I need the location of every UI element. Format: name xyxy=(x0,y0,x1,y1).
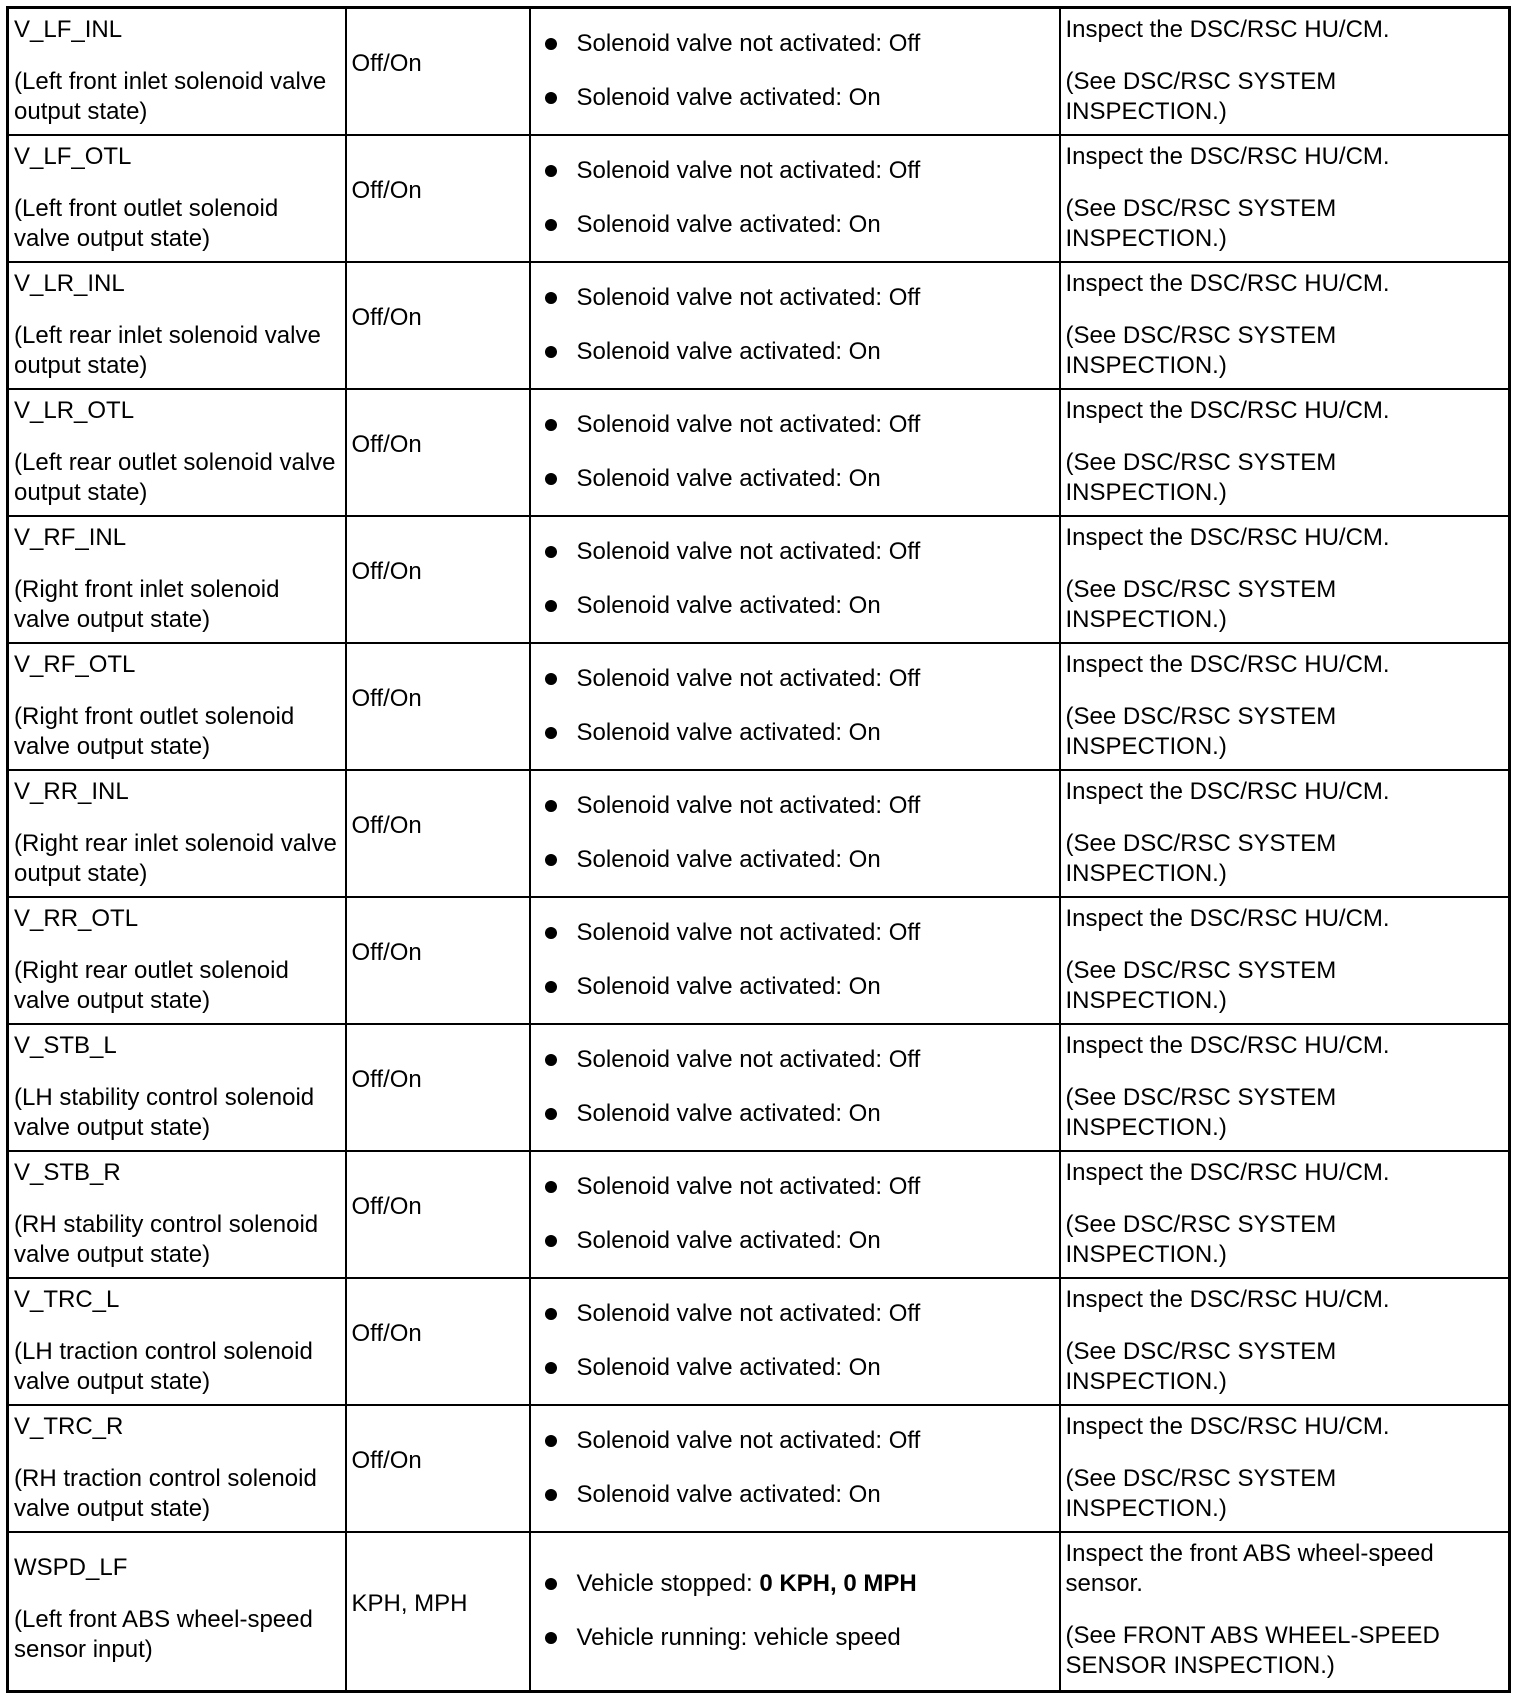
condition-item xyxy=(577,156,1054,186)
pid-description: (LH traction control solenoid valve output state) xyxy=(14,1337,313,1395)
pid-cell xyxy=(8,516,346,643)
action-text: Inspect the DSC/RSC HU/CM. xyxy=(1065,16,1390,43)
pid-description: (Right front outlet solenoid valve output state) xyxy=(14,702,295,760)
bullet-icon xyxy=(545,546,557,558)
condition-item xyxy=(577,664,1054,694)
table-row xyxy=(8,770,1510,897)
action-cell xyxy=(1060,1405,1510,1532)
condition-text: Solenoid valve activated: On xyxy=(576,1481,881,1508)
bullet-icon xyxy=(545,800,557,812)
condition-text: Solenoid valve activated: On xyxy=(576,1227,881,1254)
action-text: Inspect the DSC/RSC HU/CM. xyxy=(1065,269,1390,297)
condition-text: Solenoid valve activated: On xyxy=(576,1354,881,1381)
action-reference: (See DSC/RSC SYSTEM INSPECTION.) xyxy=(1065,956,1337,1014)
action-text: Inspect the front ABS wheel-speed sensor. xyxy=(1065,1539,1434,1597)
condition-item xyxy=(577,791,1054,821)
action-cell xyxy=(1060,643,1510,770)
bullet-icon xyxy=(545,473,557,485)
action-text: Inspect the DSC/RSC HU/CM. xyxy=(1065,650,1390,678)
condition-text: Vehicle running: vehicle speed xyxy=(576,1624,901,1652)
condition-text: Solenoid valve not activated: Off xyxy=(576,792,921,819)
pid-name: V_RF_OTL xyxy=(14,650,136,678)
action-text: Inspect the DSC/RSC HU/CM. xyxy=(1065,777,1390,805)
condition-cell xyxy=(530,516,1060,643)
action-text: Inspect the DSC/RSC HU/CM. xyxy=(1065,1031,1390,1059)
condition-item xyxy=(577,918,1054,948)
pid-name: V_LR_OTL xyxy=(14,396,135,424)
action-text: Inspect the DSC/RSC HU/CM. xyxy=(1065,904,1390,932)
pid-cell xyxy=(8,770,346,897)
condition-text: Solenoid valve not activated: Off xyxy=(576,538,921,565)
action-reference: (See DSC/RSC SYSTEM INSPECTION.) xyxy=(1065,829,1337,887)
bullet-icon xyxy=(545,600,557,612)
bullet-icon xyxy=(545,1108,557,1120)
unit-cell: Off/On xyxy=(346,1151,530,1278)
action-reference: (See DSC/RSC SYSTEM INSPECTION.) xyxy=(1065,1337,1337,1395)
condition-item xyxy=(577,718,1054,748)
condition-item xyxy=(577,1569,1054,1599)
bullet-icon xyxy=(545,1235,557,1247)
bullet-icon xyxy=(545,1632,557,1644)
pid-name: V_LF_OTL xyxy=(14,142,132,170)
action-reference: (See FRONT ABS WHEEL-SPEED SENSOR INSPECTION.) xyxy=(1065,1621,1440,1679)
table-row xyxy=(8,1151,1510,1278)
condition-item xyxy=(577,1480,1054,1510)
condition-text: Solenoid valve not activated: Off xyxy=(576,1173,921,1200)
bullet-icon xyxy=(545,292,557,304)
action-reference: (See DSC/RSC SYSTEM INSPECTION.) xyxy=(1065,702,1337,760)
pid-description: (Left front outlet solenoid valve output state) xyxy=(14,194,279,252)
condition-item xyxy=(577,537,1054,567)
pid-cell xyxy=(8,643,346,770)
pid-description: (Right rear inlet solenoid valve output state) xyxy=(14,829,337,887)
table-row xyxy=(8,8,1510,135)
table-row xyxy=(8,897,1510,1024)
pid-cell xyxy=(8,1151,346,1278)
action-reference: (See DSC/RSC SYSTEM INSPECTION.) xyxy=(1065,575,1337,633)
pid-description: (Left front ABS wheel-speed sensor input) xyxy=(14,1605,313,1663)
action-text: Inspect the DSC/RSC HU/CM. xyxy=(1065,523,1390,551)
table-row xyxy=(8,516,1510,643)
pid-cell xyxy=(8,389,346,516)
pid-name: V_TRC_L xyxy=(14,1285,120,1313)
table-row xyxy=(8,135,1510,262)
pid-description: (Left front inlet solenoid valve output state) xyxy=(14,68,327,125)
pid-name: V_LF_INL xyxy=(14,16,123,43)
condition-text: Solenoid valve not activated: Off xyxy=(576,411,921,438)
action-reference: (See DSC/RSC SYSTEM INSPECTION.) xyxy=(1065,1083,1337,1141)
condition-text: Solenoid valve not activated: Off xyxy=(576,1046,921,1073)
condition-item xyxy=(577,1426,1054,1456)
bullet-icon xyxy=(545,854,557,866)
pid-description: (LH stability control solenoid valve output state) xyxy=(14,1083,315,1141)
unit-cell: Off/On xyxy=(346,1278,530,1405)
unit-cell: Off/On xyxy=(346,389,530,516)
bullet-icon xyxy=(545,38,557,50)
condition-cell xyxy=(530,8,1060,135)
condition-item xyxy=(577,210,1054,240)
action-text: Inspect the DSC/RSC HU/CM. xyxy=(1065,1158,1390,1186)
condition-value: 0 KPH, 0 MPH xyxy=(759,1570,917,1598)
pid-name: V_TRC_R xyxy=(14,1412,124,1440)
unit-cell: Off/On xyxy=(346,770,530,897)
bullet-icon xyxy=(545,1362,557,1374)
pid-description: (Right rear outlet solenoid valve output state) xyxy=(14,956,289,1014)
unit-cell: Off/On xyxy=(346,135,530,262)
condition-cell xyxy=(530,643,1060,770)
bullet-icon xyxy=(545,419,557,431)
table-row xyxy=(8,643,1510,770)
condition-text: Solenoid valve not activated: Off xyxy=(576,919,921,946)
pid-cell xyxy=(8,1532,346,1692)
bullet-icon xyxy=(545,92,557,104)
condition-text: Solenoid valve not activated: Off xyxy=(576,665,921,692)
action-text: Inspect the DSC/RSC HU/CM. xyxy=(1065,1285,1390,1313)
pid-cell xyxy=(8,1278,346,1405)
action-text: Inspect the DSC/RSC HU/CM. xyxy=(1065,396,1390,424)
pid-name: V_RR_OTL xyxy=(14,904,139,932)
bullet-icon xyxy=(545,165,557,177)
bullet-icon xyxy=(545,727,557,739)
table-row xyxy=(8,1278,1510,1405)
condition-text: Solenoid valve activated: On xyxy=(576,211,881,238)
action-reference: (See DSC/RSC SYSTEM INSPECTION.) xyxy=(1065,1464,1337,1522)
action-reference: (See DSC/RSC SYSTEM INSPECTION.) xyxy=(1065,321,1337,379)
pid-description: (Right front inlet solenoid valve output state) xyxy=(14,575,280,633)
action-cell xyxy=(1060,262,1510,389)
unit-cell: Off/On xyxy=(346,262,530,389)
action-cell xyxy=(1060,389,1510,516)
pid-description: (Left rear inlet solenoid valve output state) xyxy=(14,321,321,379)
condition-text: Solenoid valve activated: On xyxy=(576,846,881,873)
action-cell xyxy=(1060,135,1510,262)
condition-item xyxy=(577,1099,1054,1129)
condition-text: Solenoid valve activated: On xyxy=(576,592,881,619)
bullet-icon xyxy=(545,981,557,993)
condition-cell xyxy=(530,262,1060,389)
table-row xyxy=(8,262,1510,389)
condition-cell xyxy=(530,770,1060,897)
bullet-icon xyxy=(545,1181,557,1193)
pid-name: V_STB_L xyxy=(14,1031,117,1059)
condition-prefix: Vehicle stopped: xyxy=(576,1570,760,1598)
pid-description: (Left rear outlet solenoid valve output state) xyxy=(14,448,336,506)
bullet-icon xyxy=(545,1308,557,1320)
bullet-icon xyxy=(545,1489,557,1501)
condition-text: Solenoid valve activated: On xyxy=(576,465,881,492)
condition-item xyxy=(577,83,1054,113)
pid-cell xyxy=(8,897,346,1024)
condition-cell xyxy=(530,1278,1060,1405)
unit-cell: Off/On xyxy=(346,643,530,770)
unit-cell: KPH, MPH xyxy=(346,1532,530,1692)
unit-cell: Off/On xyxy=(346,1024,530,1151)
action-cell xyxy=(1060,1278,1510,1405)
bullet-icon xyxy=(545,219,557,231)
condition-text: Solenoid valve activated: On xyxy=(576,1100,881,1127)
condition-item xyxy=(577,410,1054,440)
condition-text: Solenoid valve not activated: Off xyxy=(576,157,921,184)
condition-item xyxy=(577,1045,1054,1075)
bullet-icon xyxy=(545,927,557,939)
condition-item xyxy=(577,337,1054,367)
condition-cell xyxy=(530,897,1060,1024)
pid-name: V_LR_INL xyxy=(14,269,125,297)
action-cell xyxy=(1060,516,1510,643)
condition-item xyxy=(577,1299,1054,1329)
condition-item xyxy=(577,591,1054,621)
condition-item xyxy=(577,283,1054,313)
bullet-icon xyxy=(545,673,557,685)
pid-cell xyxy=(8,135,346,262)
bullet-icon xyxy=(545,346,557,358)
condition-cell xyxy=(530,1532,1060,1692)
table-row xyxy=(8,1532,1510,1692)
table-row xyxy=(8,389,1510,516)
action-reference: (See DSC/RSC SYSTEM INSPECTION.) xyxy=(1065,68,1337,125)
condition-text: Solenoid valve activated: On xyxy=(576,719,881,746)
condition-cell xyxy=(530,135,1060,262)
condition-text: Solenoid valve activated: On xyxy=(576,84,881,112)
condition-item xyxy=(577,972,1054,1002)
unit-cell: Off/On xyxy=(346,8,530,135)
pid-table xyxy=(6,6,1511,1693)
condition-text: Solenoid valve not activated: Off xyxy=(576,1427,921,1454)
condition-item xyxy=(577,1353,1054,1383)
unit-cell: Off/On xyxy=(346,1405,530,1532)
action-reference: (See DSC/RSC SYSTEM INSPECTION.) xyxy=(1065,194,1337,252)
action-text: Inspect the DSC/RSC HU/CM. xyxy=(1065,142,1390,170)
condition-text: Solenoid valve not activated: Off xyxy=(576,30,921,58)
condition-item xyxy=(577,1226,1054,1256)
action-cell xyxy=(1060,8,1510,135)
condition-cell xyxy=(530,1024,1060,1151)
condition-cell xyxy=(530,1405,1060,1532)
pid-cell xyxy=(8,1405,346,1532)
table-row xyxy=(8,1405,1510,1532)
bullet-icon xyxy=(545,1054,557,1066)
condition-item xyxy=(577,1172,1054,1202)
condition-text: Solenoid valve activated: On xyxy=(576,973,881,1000)
pid-name: WSPD_LF xyxy=(14,1553,128,1581)
condition-text: Solenoid valve not activated: Off xyxy=(576,1300,921,1327)
table-row xyxy=(8,1024,1510,1151)
condition-item xyxy=(577,29,1054,59)
action-text: Inspect the DSC/RSC HU/CM. xyxy=(1065,1412,1390,1440)
pid-cell xyxy=(8,8,346,135)
pid-name: V_RR_INL xyxy=(14,777,129,805)
condition-item xyxy=(577,1623,1054,1653)
action-reference: (See DSC/RSC SYSTEM INSPECTION.) xyxy=(1065,1210,1337,1268)
bullet-icon xyxy=(545,1578,557,1590)
unit-cell: Off/On xyxy=(346,897,530,1024)
pid-description: (RH stability control solenoid valve output state) xyxy=(14,1210,319,1268)
pid-description: (RH traction control solenoid valve output state) xyxy=(14,1464,317,1522)
condition-text: Solenoid valve not activated: Off xyxy=(576,284,921,311)
unit-cell: Off/On xyxy=(346,516,530,643)
action-reference: (See DSC/RSC SYSTEM INSPECTION.) xyxy=(1065,448,1337,506)
condition-cell xyxy=(530,1151,1060,1278)
condition-cell xyxy=(530,389,1060,516)
pid-name: V_STB_R xyxy=(14,1158,121,1186)
action-cell xyxy=(1060,1024,1510,1151)
pid-cell xyxy=(8,262,346,389)
action-cell xyxy=(1060,1532,1510,1692)
pid-name: V_RF_INL xyxy=(14,523,127,551)
pid-cell xyxy=(8,1024,346,1151)
condition-item xyxy=(577,464,1054,494)
action-cell xyxy=(1060,897,1510,1024)
condition-item xyxy=(577,845,1054,875)
condition-text: Solenoid valve activated: On xyxy=(576,338,881,365)
bullet-icon xyxy=(545,1435,557,1447)
action-cell xyxy=(1060,1151,1510,1278)
action-cell xyxy=(1060,770,1510,897)
